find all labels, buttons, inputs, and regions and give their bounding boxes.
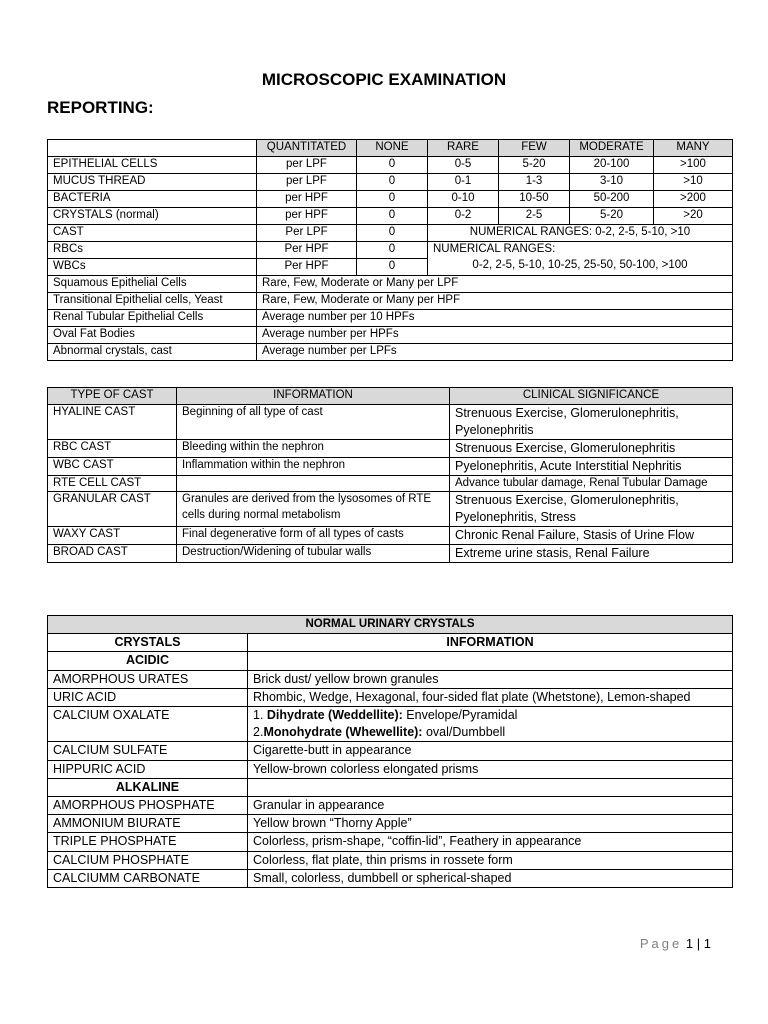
table-row bbox=[48, 869, 733, 887]
header-many: MANY bbox=[654, 140, 733, 157]
crystal-info: Colorless, flat plate, thin prisms in rossete form bbox=[248, 851, 733, 869]
cast-type: RBC CAST bbox=[48, 439, 177, 457]
table-row bbox=[48, 707, 733, 742]
empty-cell bbox=[248, 652, 733, 670]
cast-info: Granules are derived from the lysosomes of RTE cells during normal metabolism bbox=[177, 492, 450, 527]
crystal-name: AMORPHOUS URATES bbox=[48, 670, 248, 688]
row-description: Average number per 10 HPFs bbox=[257, 310, 733, 327]
header-clinical-significance: CLINICAL SIGNIFICANCE bbox=[450, 388, 733, 405]
row-unit: per HPF bbox=[257, 191, 357, 208]
crystal-info bbox=[248, 707, 733, 742]
row-name: EPITHELIAL CELLS bbox=[48, 157, 257, 174]
row-few: 10-50 bbox=[499, 191, 570, 208]
cast-table bbox=[47, 387, 733, 563]
table-row bbox=[48, 742, 733, 760]
header-few: FEW bbox=[499, 140, 570, 157]
header-crystals: CRYSTALS bbox=[48, 634, 248, 652]
table-row bbox=[48, 851, 733, 869]
crystal-info: Cigarette-butt in appearance bbox=[248, 742, 733, 760]
row-name: CAST bbox=[48, 225, 257, 242]
cast-type: BROAD CAST bbox=[48, 545, 177, 563]
row-none: 0 bbox=[357, 157, 428, 174]
oxalate-line-1 bbox=[253, 707, 727, 724]
row-many: >20 bbox=[654, 208, 733, 225]
crystal-name: CALCIUM PHOSPHATE bbox=[48, 851, 248, 869]
cell-numerical-ranges bbox=[428, 242, 733, 276]
row-many: >100 bbox=[654, 157, 733, 174]
reporting-table bbox=[47, 139, 733, 361]
row-rare: 0-2 bbox=[428, 208, 499, 225]
cast-info: Bleeding within the nephron bbox=[177, 439, 450, 457]
table-row bbox=[48, 439, 733, 457]
header-information: INFORMATION bbox=[177, 388, 450, 405]
crystal-name: AMORPHOUS PHOSPHATE bbox=[48, 797, 248, 815]
row-few: 5-20 bbox=[499, 157, 570, 174]
row-moderate: 20-100 bbox=[570, 157, 654, 174]
row-many: >10 bbox=[654, 174, 733, 191]
section-row-acidic bbox=[48, 652, 733, 670]
crystal-table-title: NORMAL URINARY CRYSTALS bbox=[48, 616, 733, 634]
cast-significance: Extreme urine stasis, Renal Failure bbox=[450, 545, 733, 563]
row-unit: per LPF bbox=[257, 157, 357, 174]
row-rare: 0-1 bbox=[428, 174, 499, 191]
table-row bbox=[48, 157, 733, 174]
oxalate-line-2-rest: oval/Dumbbell bbox=[422, 725, 506, 740]
table-row bbox=[48, 457, 733, 475]
cast-type: RTE CELL CAST bbox=[48, 475, 177, 492]
oxalate-line-1-rest: Envelope/Pyramidal bbox=[402, 708, 518, 723]
table-row bbox=[48, 208, 733, 225]
crystal-name: CALCIUM OXALATE bbox=[48, 707, 248, 742]
crystal-table bbox=[47, 615, 733, 888]
table-row bbox=[48, 174, 733, 191]
row-moderate: 3-10 bbox=[570, 174, 654, 191]
table-row bbox=[48, 327, 733, 344]
row-moderate: 50-200 bbox=[570, 191, 654, 208]
row-name: Oval Fat Bodies bbox=[48, 327, 257, 344]
cast-significance: Strenuous Exercise, Glomerulonephritis, Pyelonephritis bbox=[450, 404, 733, 439]
reporting-header-row bbox=[48, 140, 733, 157]
row-none: 0 bbox=[357, 174, 428, 191]
row-rare: 0-5 bbox=[428, 157, 499, 174]
oxalate-line-1-bold: Dihydrate (Weddellite): bbox=[266, 708, 403, 723]
table-row bbox=[48, 475, 733, 492]
row-none: 0 bbox=[357, 191, 428, 208]
oxalate-line-2 bbox=[253, 724, 727, 741]
table-row bbox=[48, 344, 733, 361]
row-none: 0 bbox=[357, 242, 428, 259]
page-footer bbox=[640, 936, 711, 951]
row-few: 2-5 bbox=[499, 208, 570, 225]
table-row bbox=[48, 310, 733, 327]
empty-cell bbox=[248, 778, 733, 796]
page-total: 1 bbox=[703, 936, 711, 951]
row-name: WBCs bbox=[48, 259, 257, 276]
crystal-name: URIC ACID bbox=[48, 688, 248, 706]
table-row bbox=[48, 527, 733, 545]
cast-header-row bbox=[48, 388, 733, 405]
row-many: >200 bbox=[654, 191, 733, 208]
section-label-acidic: ACIDIC bbox=[48, 652, 248, 670]
row-name: BACTERIA bbox=[48, 191, 257, 208]
crystal-info: Small, colorless, dumbbell or spherical-shaped bbox=[248, 869, 733, 887]
row-name: MUCUS THREAD bbox=[48, 174, 257, 191]
section-label-alkaline: ALKALINE bbox=[48, 778, 248, 796]
row-unit: Per LPF bbox=[257, 225, 357, 242]
crystal-name: TRIPLE PHOSPHATE bbox=[48, 833, 248, 851]
header-quantitated: QUANTITATED bbox=[257, 140, 357, 157]
crystal-title-row bbox=[48, 616, 733, 634]
crystal-info: Rhombic, Wedge, Hexagonal, four-sided flat plate (Whetstone), Lemon-shaped bbox=[248, 688, 733, 706]
row-name: Abnormal crystals, cast bbox=[48, 344, 257, 361]
page-title: MICROSCOPIC EXAMINATION bbox=[261, 70, 507, 89]
crystal-info: Granular in appearance bbox=[248, 797, 733, 815]
crystal-info: Colorless, prism-shape, “coffin-lid”, Feathery in appearance bbox=[248, 833, 733, 851]
page-label: Page bbox=[639, 936, 683, 951]
cast-info: Inflammation within the nephron bbox=[177, 457, 450, 475]
row-none: 0 bbox=[357, 259, 428, 276]
table-row bbox=[48, 815, 733, 833]
row-name: CRYSTALS (normal) bbox=[48, 208, 257, 225]
cast-type: WBC CAST bbox=[48, 457, 177, 475]
row-description: Rare, Few, Moderate or Many per LPF bbox=[257, 276, 733, 293]
cast-significance: Pyelonephritis, Acute Interstitial Nephritis bbox=[450, 457, 733, 475]
table-row bbox=[48, 670, 733, 688]
header-none: NONE bbox=[357, 140, 428, 157]
crystal-name: HIPPURIC ACID bbox=[48, 760, 248, 778]
row-name: Transitional Epithelial cells, Yeast bbox=[48, 293, 257, 310]
table-row bbox=[48, 293, 733, 310]
cast-numerical-ranges: NUMERICAL RANGES: 0-2, 2-5, 5-10, >10 bbox=[428, 225, 733, 242]
table-row bbox=[48, 833, 733, 851]
cast-type: WAXY CAST bbox=[48, 527, 177, 545]
row-description: Average number per HPFs bbox=[257, 327, 733, 344]
row-name: Renal Tubular Epithelial Cells bbox=[48, 310, 257, 327]
table-row bbox=[48, 492, 733, 527]
crystal-header-row bbox=[48, 634, 733, 652]
page-separator: | bbox=[696, 936, 701, 951]
row-name: Squamous Epithelial Cells bbox=[48, 276, 257, 293]
cast-significance: Strenuous Exercise, Glomerulonephritis, Pyelonephritis, Stress bbox=[450, 492, 733, 527]
crystal-info: Yellow brown “Thorny Apple” bbox=[248, 815, 733, 833]
row-none: 0 bbox=[357, 225, 428, 242]
cast-info: Beginning of all type of cast bbox=[177, 404, 450, 439]
oxalate-line-2-bold: Monohydrate (Whewellite): bbox=[263, 725, 423, 740]
crystal-name: CALCIUMM CARBONATE bbox=[48, 869, 248, 887]
oxalate-line-1-prefix: 1. bbox=[253, 708, 267, 723]
row-name: RBCs bbox=[48, 242, 257, 259]
crystal-name: AMMONIUM BIURATE bbox=[48, 815, 248, 833]
cast-type: HYALINE CAST bbox=[48, 404, 177, 439]
table-row bbox=[48, 225, 733, 242]
table-row bbox=[48, 797, 733, 815]
table-row bbox=[48, 191, 733, 208]
header-information: INFORMATION bbox=[248, 634, 733, 652]
header-moderate: MODERATE bbox=[570, 140, 654, 157]
row-unit: per HPF bbox=[257, 208, 357, 225]
cast-type: GRANULAR CAST bbox=[48, 492, 177, 527]
header-rare: RARE bbox=[428, 140, 499, 157]
table-row bbox=[48, 688, 733, 706]
row-none: 0 bbox=[357, 208, 428, 225]
section-row-alkaline bbox=[48, 778, 733, 796]
reporting-heading: REPORTING: bbox=[47, 98, 154, 117]
row-moderate: 5-20 bbox=[570, 208, 654, 225]
cast-significance: Strenuous Exercise, Glomerulonephritis bbox=[450, 439, 733, 457]
table-row bbox=[48, 760, 733, 778]
crystal-info: Brick dust/ yellow brown granules bbox=[248, 670, 733, 688]
row-description: Rare, Few, Moderate or Many per HPF bbox=[257, 293, 733, 310]
table-row bbox=[48, 404, 733, 439]
cast-significance: Chronic Renal Failure, Stasis of Urine Flow bbox=[450, 527, 733, 545]
cast-info: Destruction/Widening of tubular walls bbox=[177, 545, 450, 563]
ranges-values: 0-2, 2-5, 5-10, 10-25, 25-50, 50-100, >100 bbox=[472, 258, 688, 271]
cast-info bbox=[177, 475, 450, 492]
table-row bbox=[48, 545, 733, 563]
oxalate-line-2-prefix: 2. bbox=[253, 725, 264, 740]
crystal-info: Yellow-brown colorless elongated prisms bbox=[248, 760, 733, 778]
cast-significance: Advance tubular damage, Renal Tubular Damage bbox=[450, 475, 733, 492]
header-type-of-cast: TYPE OF CAST bbox=[48, 388, 177, 405]
row-rare: 0-10 bbox=[428, 191, 499, 208]
row-description: Average number per LPFs bbox=[257, 344, 733, 361]
header-blank bbox=[48, 140, 257, 157]
row-few: 1-3 bbox=[499, 174, 570, 191]
cast-info: Final degenerative form of all types of casts bbox=[177, 527, 450, 545]
crystal-name: CALCIUM SULFATE bbox=[48, 742, 248, 760]
row-unit: per LPF bbox=[257, 174, 357, 191]
page-number: 1 bbox=[685, 936, 694, 951]
ranges-label: NUMERICAL RANGES: bbox=[433, 243, 556, 255]
table-row bbox=[48, 242, 733, 259]
table-row bbox=[48, 276, 733, 293]
row-unit: Per HPF bbox=[257, 259, 357, 276]
row-unit: Per HPF bbox=[257, 242, 357, 259]
